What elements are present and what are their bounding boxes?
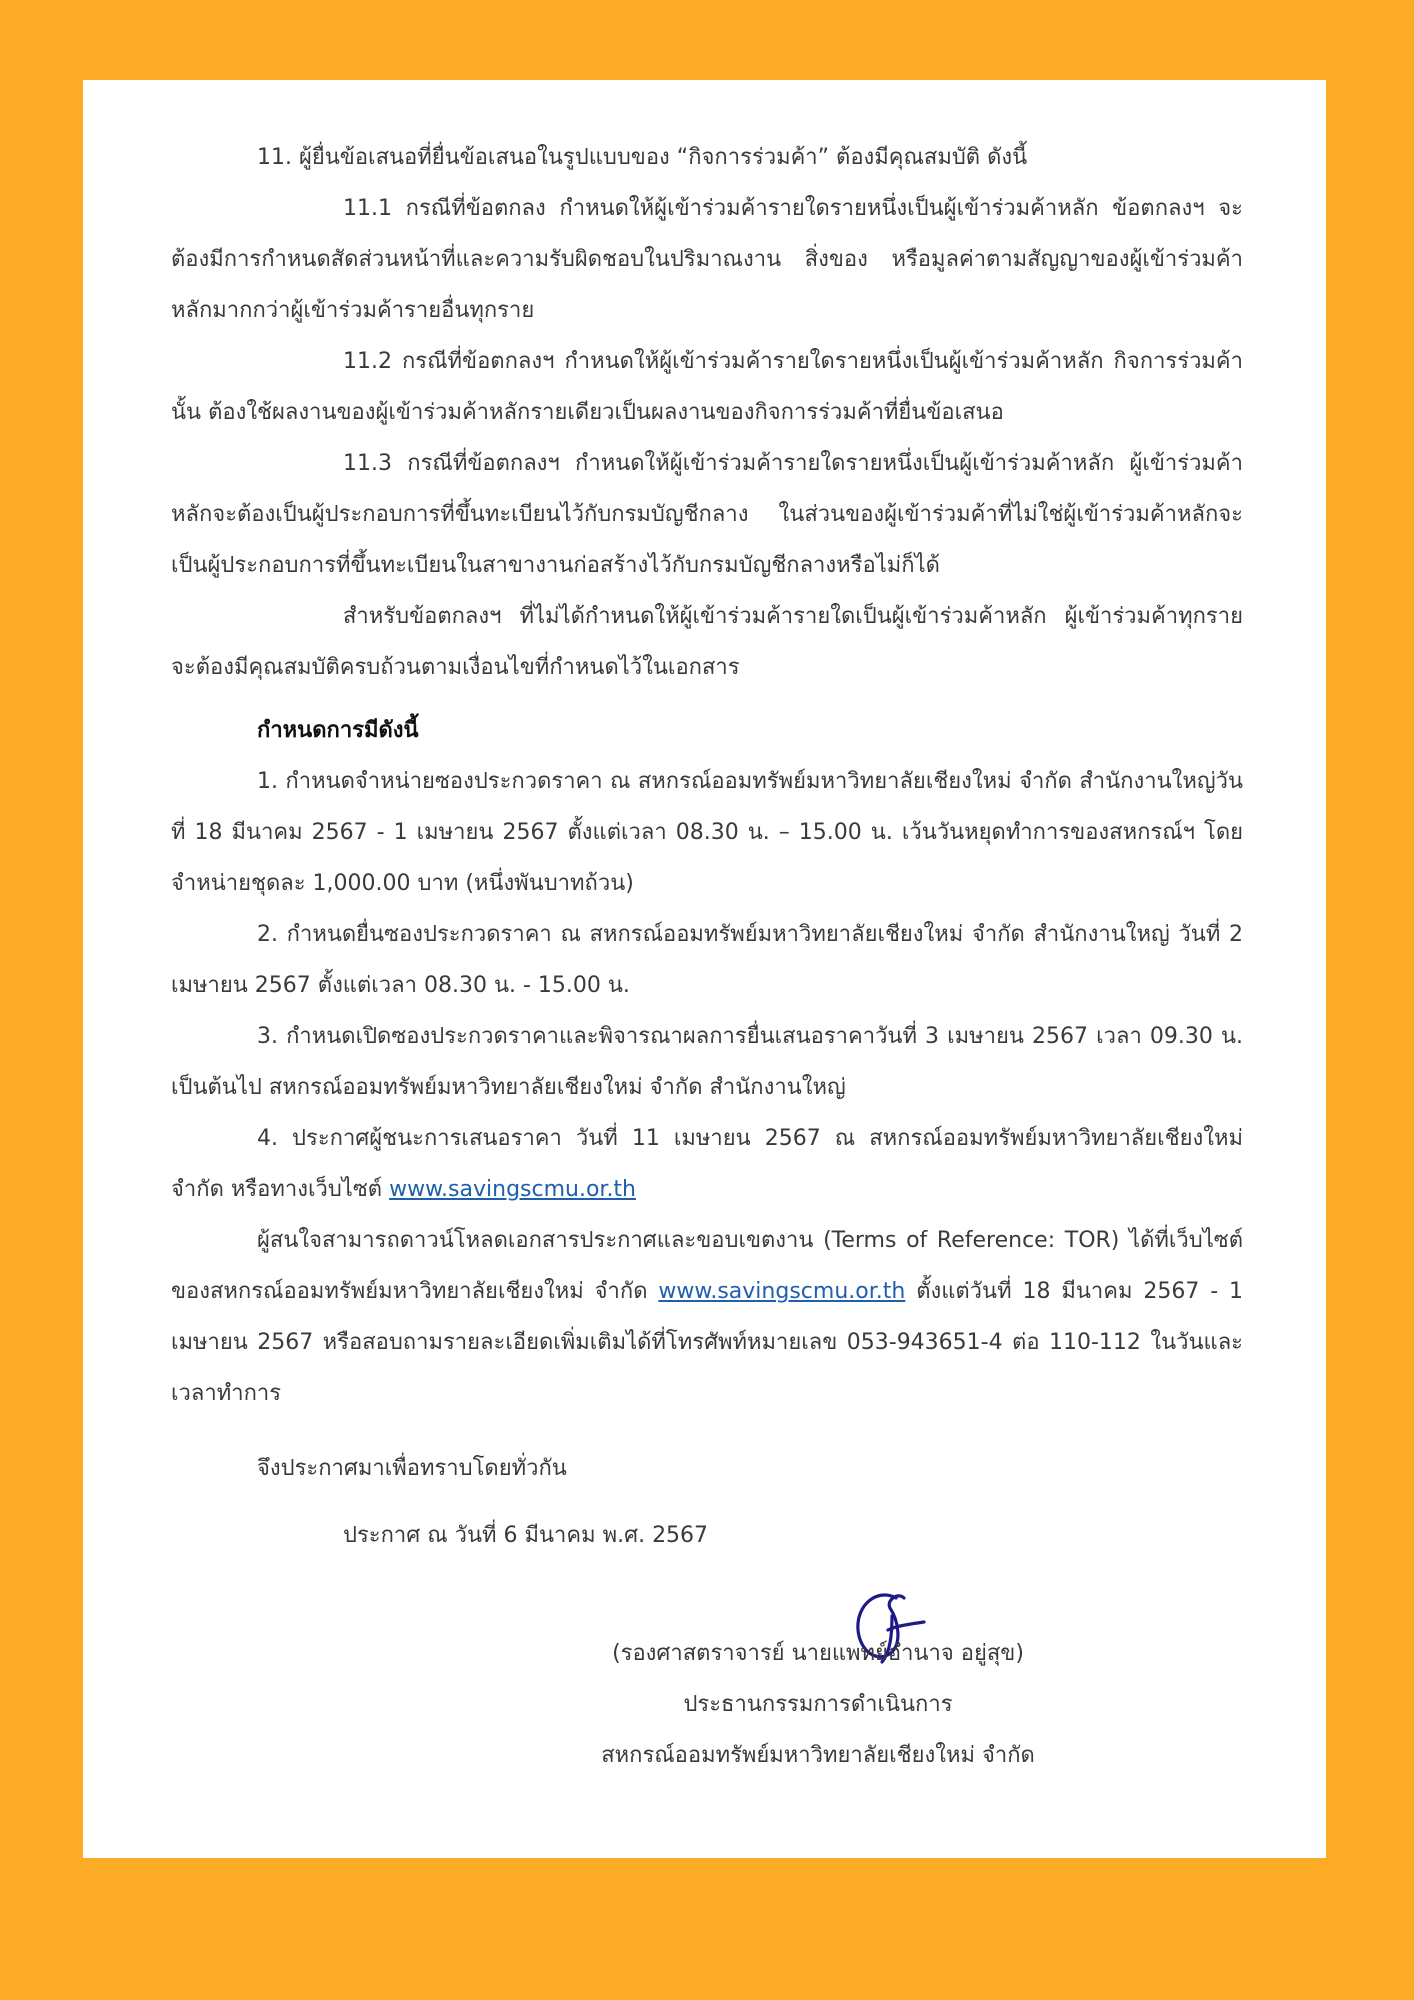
item11-1: 11.1 กรณีที่ข้อตกลง กำหนดให้ผู้เข้าร่วมค้ารายใดรายหนึ่งเป็นผู้เข้าร่วมค้าหลัก ข้อตกลงฯ จะต้องมีการกำหนดสัดส่วนหน้าที่และความรับผิดชอบในปริมาณงาน สิ่งของ หรือมูลค่าตามสัญญาของผู้เข้าร่วมค้าหลักมากกว่าผู้เข้าร่วมค้ารายอื่นทุกราย <box>171 196 1243 323</box>
signatory-organization: สหกรณ์ออมทรัพย์มหาวิทยาลัยเชียงใหม่ จำกัด <box>601 1743 1035 1768</box>
item11-3: 11.3 กรณีที่ข้อตกลงฯ กำหนดให้ผู้เข้าร่วมค้ารายใดรายหนึ่งเป็นผู้เข้าร่วมค้าหลัก ผู้เข้าร่วมค้าหลักจะต้องเป็นผู้ประกอบการที่ขึ้นทะเบียนไว้กับกรมบัญชีกลาง ในส่วนของผู้เข้าร่วมค้าที่ไม่ใช่ผู้เข้าร่วมค้าหลักจะเป็นผู้ประกอบการที่ขึ้นทะเบียนในสาขางานก่อสร้างไว้กับกรมบัญชีกลางหรือไม่ก็ได้ <box>171 451 1243 578</box>
schedule-item-4 <box>171 1113 1243 1215</box>
item11-intro: 11. ผู้ยื่นข้อเสนอที่ยื่นข้อเสนอในรูปแบบของ “กิจการร่วมค้า” ต้องมีคุณสมบัติ ดังนี้ <box>257 145 1028 170</box>
website-link[interactable]: www.savingscmu.or.th <box>389 1177 637 1202</box>
schedule-item-4-text: 4. ประกาศผู้ชนะการเสนอราคา วันที่ 11 เมษายน 2567 ณ สหกรณ์ออมทรัพย์มหาวิทยาลัยเชียงใหม่ จำกัด หรือทางเว็บไซต์ <box>171 1126 1243 1202</box>
closing-statement: จึงประกาศมาเพื่อทราบโดยทั่วกัน <box>257 1456 567 1481</box>
signature-block <box>583 1628 1053 1781</box>
spacer <box>171 1419 1243 1443</box>
item11-2: 11.2 กรณีที่ข้อตกลงฯ กำหนดให้ผู้เข้าร่วมค้ารายใดรายหนึ่งเป็นผู้เข้าร่วมค้าหลัก กิจการร่วมค้านั้น ต้องใช้ผลงานของผู้เข้าร่วมค้าหลักรายเดียวเป็นผลงานของกิจการร่วมค้าที่ยื่นข้อเสนอ <box>171 349 1243 425</box>
signatory-position: ประธานกรรมการดำเนินการ <box>683 1692 953 1717</box>
schedule-item-1: 1. กำหนดจำหน่ายซองประกวดราคา ณ สหกรณ์ออมทรัพย์มหาวิทยาลัยเชียงใหม่ จำกัด สำนักงานใหญ่วันที่ 18 มีนาคม 2567 - 1 เมษายน 2567 ตั้งแต่เวลา 08.30 น. – 15.00 น. เว้นวันหยุดทำการของสหกรณ์ฯ โดยจำหน่ายชุดละ 1,000.00 บาท (หนึ่งพันบาทถ้วน) <box>171 769 1243 896</box>
download-info-contact: ตั้งแต่วันที่ 18 มีนาคม 2567 - 1 เมษายน 2567 หรือสอบถามรายละเอียดเพิ่มเติมได้ที่โทรศัพท์หมายเลข 053-943651-4 ต่อ 110-112 ในวันและเวลาทำการ <box>171 1279 1244 1406</box>
item11-joint-venture-note: สำหรับข้อตกลงฯ ที่ไม่ได้กำหนดให้ผู้เข้าร่วมค้ารายใดเป็นผู้เข้าร่วมค้าหลัก ผู้เข้าร่วมค้าทุกราย จะต้องมีคุณสมบัติครบถ้วนตามเงื่อนไขที่กำหนดไว้ในเอกสาร <box>171 604 1243 680</box>
document-page <box>83 80 1326 1858</box>
download-info-text: ผู้สนใจสามารถดาวน์โหลดเอกสารประกาศและขอบเขตงาน (Terms of Reference: TOR) ได้ที่เว็บไซต์ของสหกรณ์ออมทรัพย์มหาวิทยาลัยเชียงใหม่ จำกัด <box>171 1228 1243 1304</box>
download-website-link[interactable]: www.savingscmu.or.th <box>658 1279 906 1304</box>
document-body <box>171 132 1243 1561</box>
schedule-item-2: 2. กำหนดยื่นซองประกวดราคา ณ สหกรณ์ออมทรัพย์มหาวิทยาลัยเชียงใหม่ จำกัด สำนักงานใหญ่ วันที่ 2 เมษายน 2567 ตั้งแต่เวลา 08.30 น. - 15.00 น. <box>171 922 1243 998</box>
signatory-name: (รองศาสตราจารย์ นายแพทย์อำนาจ อยู่สุข) <box>612 1641 1024 1666</box>
schedule-heading: กำหนดการมีดังนี้ <box>257 718 419 743</box>
announcement-date: ประกาศ ณ วันที่ 6 มีนาคม พ.ศ. 2567 <box>343 1523 709 1548</box>
download-info <box>171 1215 1243 1419</box>
schedule-item-3: 3. กำหนดเปิดซองประกวดราคาและพิจารณาผลการยื่นเสนอราคาวันที่ 3 เมษายน 2567 เวลา 09.30 น. เป็นต้นไป สหกรณ์ออมทรัพย์มหาวิทยาลัยเชียงใหม่ จำกัด สำนักงานใหญ่ <box>171 1024 1243 1100</box>
